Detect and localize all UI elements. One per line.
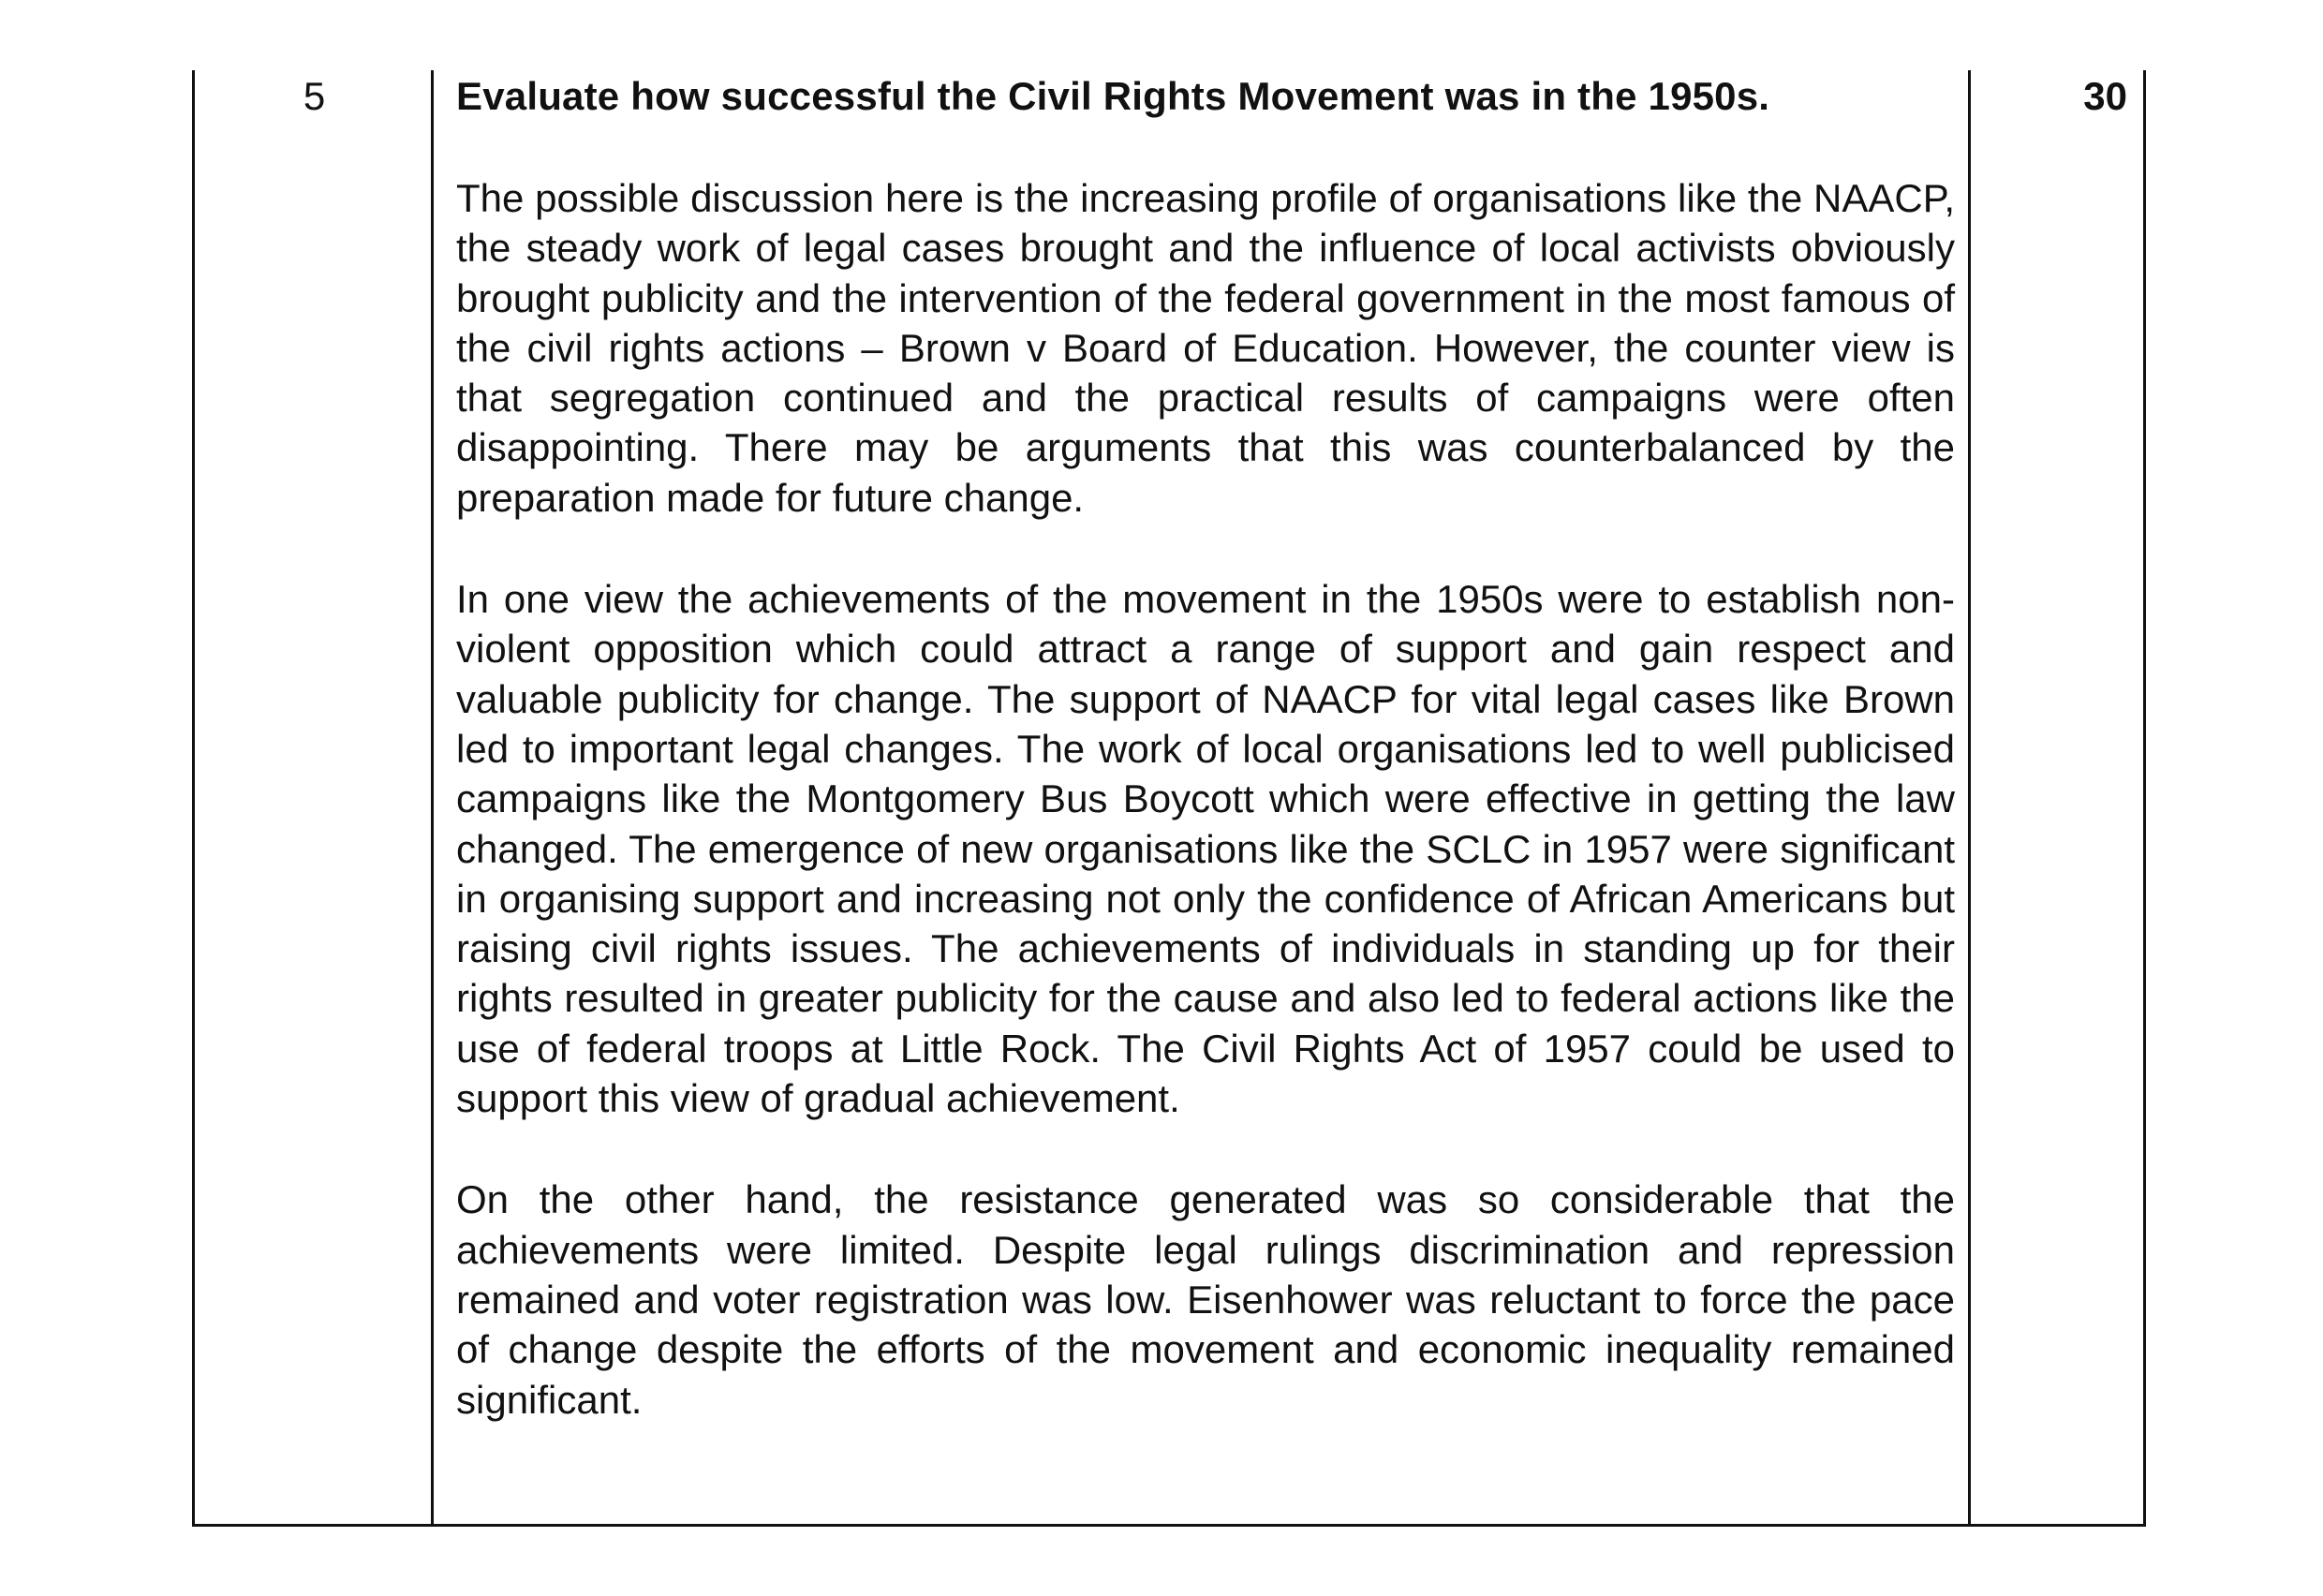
answer-paragraph: In one view the achievements of the movement in the 1950s were to establish non-violent opposition which could attract a range of support and gain respect and valuable publicity for change. The support of NAACP for vital legal cases like Brown led to important legal changes. The work of local organisations led to well publicised campaigns like the Montgomery Bus Boycott which were effective in getting the law changed. The emergence of new organisations like the SCLC in 1957 were significant in organising support and increasing not only the confidence of African Americans but raising civil rights issues. The achievements of individuals in standing up for their rights resulted in greater publicity for the cause and also led to federal actions like the use of federal troops at Little Rock. The Civil Rights Act of 1957 could be used to support this view of gradual achievement. xyxy=(456,577,1955,1121)
column-divider xyxy=(431,70,434,1524)
question-number: 5 xyxy=(303,74,326,118)
question-text: Evaluate how successful the Civil Rights Movement was in the 1950s. xyxy=(456,74,1770,118)
column-divider xyxy=(1968,70,1971,1524)
answer-paragraph: On the other hand, the resistance generated was so considerable that the achievements were limited. Despite legal rulings discrimination and repression remained and voter registration was low. Eisenhower was reluctant to force the pace of change despite the efforts of the movement and economic inequality remained significant. xyxy=(456,1177,1955,1422)
question-content xyxy=(456,72,1955,1425)
answer-paragraph: The possible discussion here is the increasing profile of organisations like the NAACP, the steady work of legal cases brought and the influence of local activists obviously brought publicity and the intervention of the federal government in the most famous of the civil rights actions – Brown v Board of Education. However, the counter view is that segregation continued and the practical results of campaigns were often disappointing. There may be arguments that this was counterbalanced by the preparation made for future change. xyxy=(456,176,1955,520)
marks-value: 30 xyxy=(2083,74,2127,118)
mark-scheme-table xyxy=(192,70,2146,1527)
